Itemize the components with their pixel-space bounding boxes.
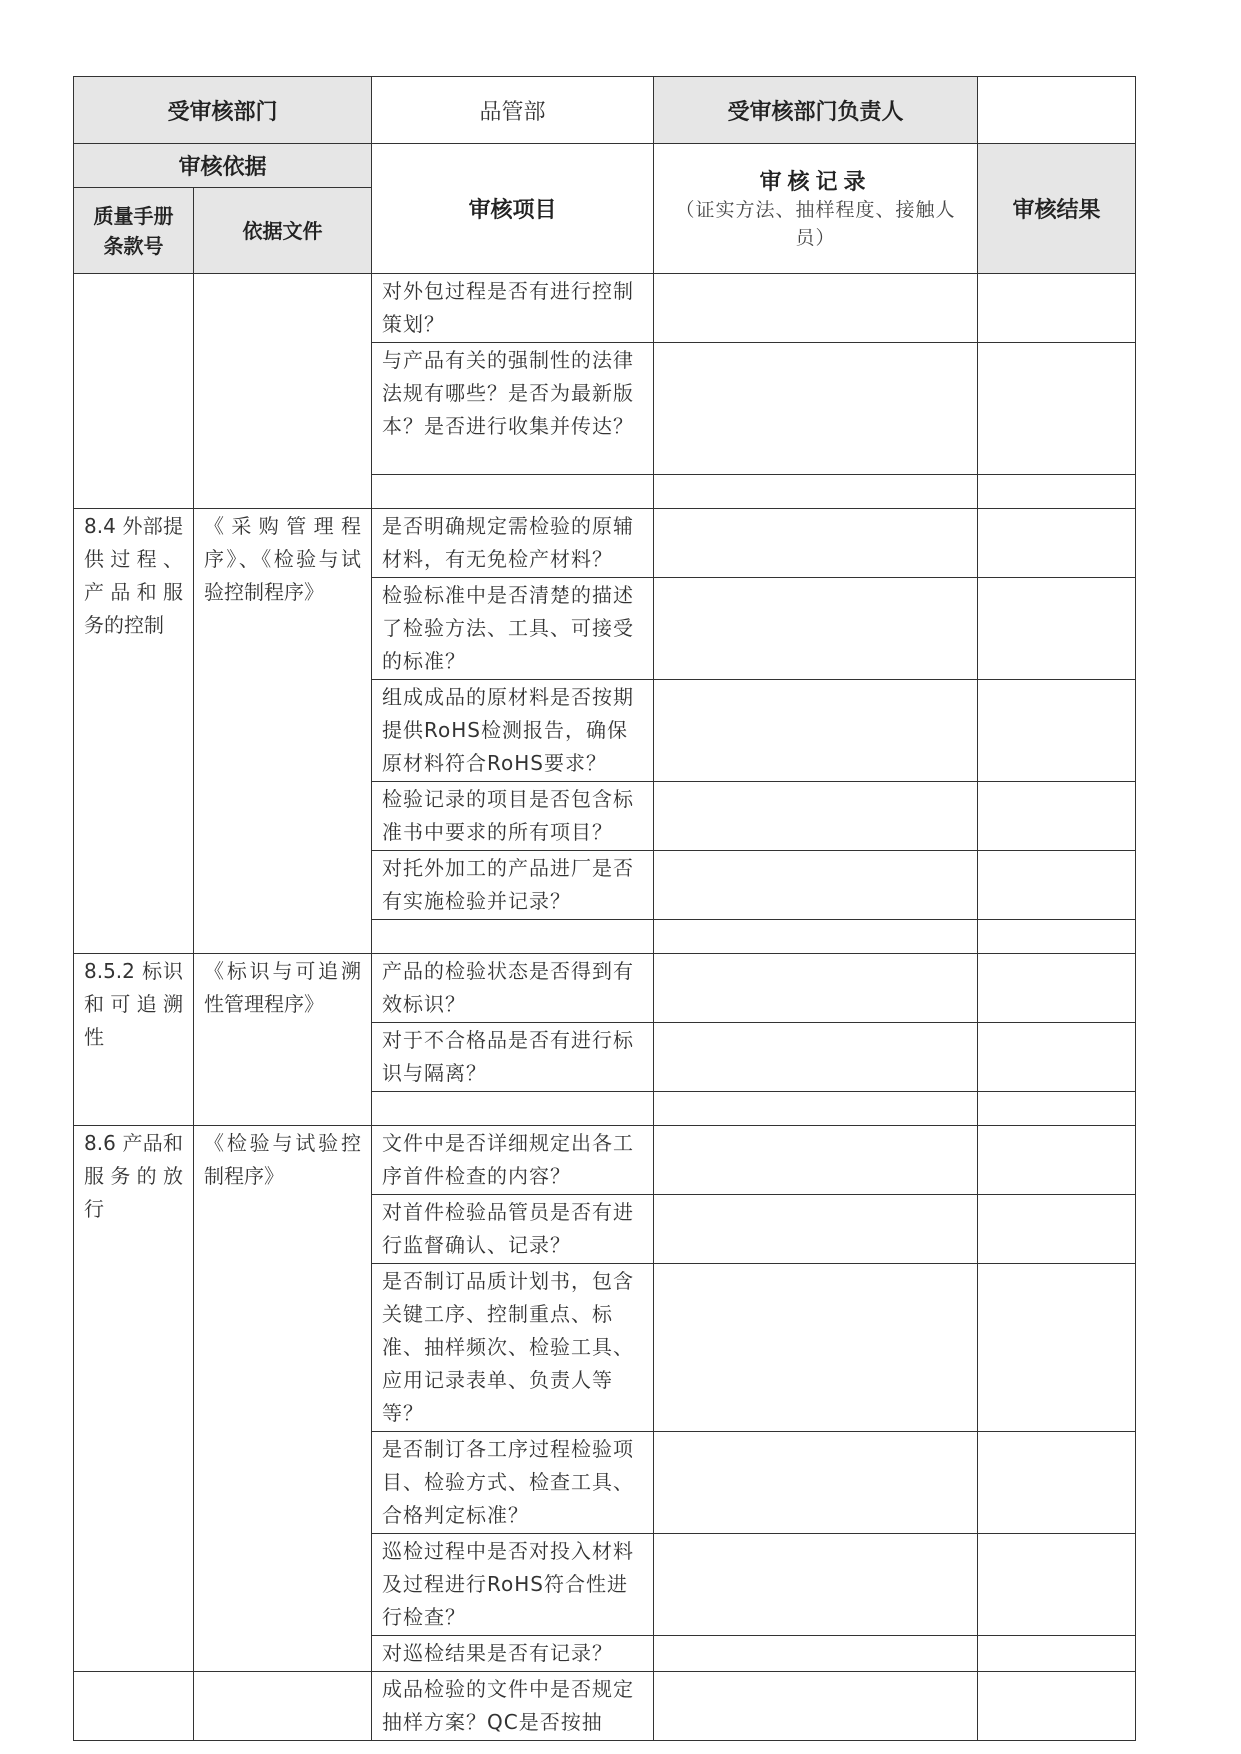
audit-item-cell: 是否制订各工序过程检验项目、检验方式、检查工具、合格判定标准？	[372, 1432, 654, 1534]
audit-item-cell: 是否制订品质计划书，包含关键工序、控制重点、标准、抽样频次、检验工具、应用记录表单、负责人等等？	[372, 1264, 654, 1432]
audit-result-cell[interactable]	[978, 1195, 1136, 1264]
audit-item-cell: 组成成品的原材料是否按期提供RoHS检测报告，确保原材料符合RoHS要求？	[372, 680, 654, 782]
audit-record-cell[interactable]	[654, 920, 978, 954]
audit-result-cell[interactable]	[978, 1264, 1136, 1432]
audit-item-cell: 成品检验的文件中是否规定抽样方案？QC是否按抽	[372, 1672, 654, 1741]
manual-clause-cell: 8.6 产品和服务的放行	[74, 1126, 194, 1672]
dept-value: 品管部	[372, 77, 654, 144]
audit-item-cell: 是否明确规定需检验的原辅材料，有无免检产材料？	[372, 509, 654, 578]
basis-label: 审核依据	[74, 144, 372, 188]
audit-record-cell[interactable]	[654, 1195, 978, 1264]
audit-item-cell	[372, 920, 654, 954]
audit-record-cell[interactable]	[654, 1636, 978, 1672]
item-label: 审核项目	[372, 144, 654, 274]
audit-record-cell[interactable]	[654, 274, 978, 343]
basis-document-cell: 《采购管理程序》、《检验与试验控制程序》	[194, 509, 372, 954]
table-row	[74, 274, 1136, 343]
audit-item-cell: 产品的检验状态是否得到有效标识？	[372, 954, 654, 1023]
record-header	[654, 144, 978, 274]
audit-item-cell: 与产品有关的强制性的法律法规有哪些？是否为最新版本？是否进行收集并传达？	[372, 343, 654, 475]
record-label: 审核记录	[759, 170, 872, 195]
audit-record-cell[interactable]	[654, 1264, 978, 1432]
audit-result-cell[interactable]	[978, 343, 1136, 475]
table-row	[74, 1126, 1136, 1195]
audit-record-cell[interactable]	[654, 1023, 978, 1092]
audit-result-cell[interactable]	[978, 578, 1136, 680]
table-row	[74, 1672, 1136, 1741]
manual-clause-label: 质量手册条款号	[74, 188, 194, 274]
audit-result-cell[interactable]	[978, 782, 1136, 851]
audit-result-cell[interactable]	[978, 1534, 1136, 1636]
dept-head-value	[978, 77, 1136, 144]
audit-item-cell: 对巡检结果是否有记录？	[372, 1636, 654, 1672]
audit-item-cell: 检验记录的项目是否包含标准书中要求的所有项目？	[372, 782, 654, 851]
audit-record-cell[interactable]	[654, 1126, 978, 1195]
audit-record-cell[interactable]	[654, 954, 978, 1023]
basis-document-cell	[194, 274, 372, 509]
audit-result-cell[interactable]	[978, 509, 1136, 578]
audit-record-cell[interactable]	[654, 782, 978, 851]
audit-result-cell[interactable]	[978, 680, 1136, 782]
audit-record-cell[interactable]	[654, 1672, 978, 1741]
audit-record-cell[interactable]	[654, 475, 978, 509]
audit-result-cell[interactable]	[978, 1023, 1136, 1092]
audit-record-cell[interactable]	[654, 509, 978, 578]
audit-result-cell[interactable]	[978, 1672, 1136, 1741]
audit-result-cell[interactable]	[978, 1092, 1136, 1126]
audit-result-cell[interactable]	[978, 954, 1136, 1023]
audit-record-cell[interactable]	[654, 1432, 978, 1534]
result-label: 审核结果	[978, 144, 1136, 274]
audit-item-cell: 文件中是否详细规定出各工序首件检查的内容？	[372, 1126, 654, 1195]
checklist-body	[74, 274, 1136, 1741]
dept-head-label: 受审核部门负责人	[654, 77, 978, 144]
audit-result-cell[interactable]	[978, 274, 1136, 343]
basis-document-cell: 《检验与试验控制程序》	[194, 1126, 372, 1672]
audit-result-cell[interactable]	[978, 1126, 1136, 1195]
audit-item-cell: 对于不合格品是否有进行标识与隔离？	[372, 1023, 654, 1092]
manual-clause-cell: 8.5.2 标识和可追溯性	[74, 954, 194, 1126]
audit-record-cell[interactable]	[654, 1092, 978, 1126]
audit-item-cell: 检验标准中是否清楚的描述了检验方法、工具、可接受的标准？	[372, 578, 654, 680]
audit-result-cell[interactable]	[978, 1636, 1136, 1672]
audit-item-cell: 对外包过程是否有进行控制策划？	[372, 274, 654, 343]
audit-record-cell[interactable]	[654, 1534, 978, 1636]
dept-label: 受审核部门	[74, 77, 372, 144]
manual-clause-cell	[74, 274, 194, 509]
basis-document-cell: 《标识与可追溯性管理程序》	[194, 954, 372, 1126]
audit-item-cell: 对托外加工的产品进厂是否有实施检验并记录？	[372, 851, 654, 920]
audit-record-cell[interactable]	[654, 343, 978, 475]
table-row	[74, 954, 1136, 1023]
audit-record-cell[interactable]	[654, 851, 978, 920]
basis-document-cell	[194, 1672, 372, 1741]
audit-record-cell[interactable]	[654, 680, 978, 782]
audit-item-cell	[372, 1092, 654, 1126]
audit-result-cell[interactable]	[978, 851, 1136, 920]
record-note: （证实方法、抽样程度、接触人员）	[675, 199, 956, 249]
manual-clause-cell	[74, 1672, 194, 1741]
table-row	[74, 509, 1136, 578]
audit-item-cell	[372, 475, 654, 509]
audit-checklist-table	[73, 76, 1136, 1741]
doc-label: 依据文件	[194, 188, 372, 274]
audit-result-cell[interactable]	[978, 475, 1136, 509]
audit-record-cell[interactable]	[654, 578, 978, 680]
audit-item-cell: 巡检过程中是否对投入材料及过程进行RoHS符合性进行检查？	[372, 1534, 654, 1636]
manual-clause-cell: 8.4 外部提供过程、产品和服务的控制	[74, 509, 194, 954]
audit-result-cell[interactable]	[978, 920, 1136, 954]
audit-result-cell[interactable]	[978, 1432, 1136, 1534]
audit-item-cell: 对首件检验品管员是否有进行监督确认、记录？	[372, 1195, 654, 1264]
